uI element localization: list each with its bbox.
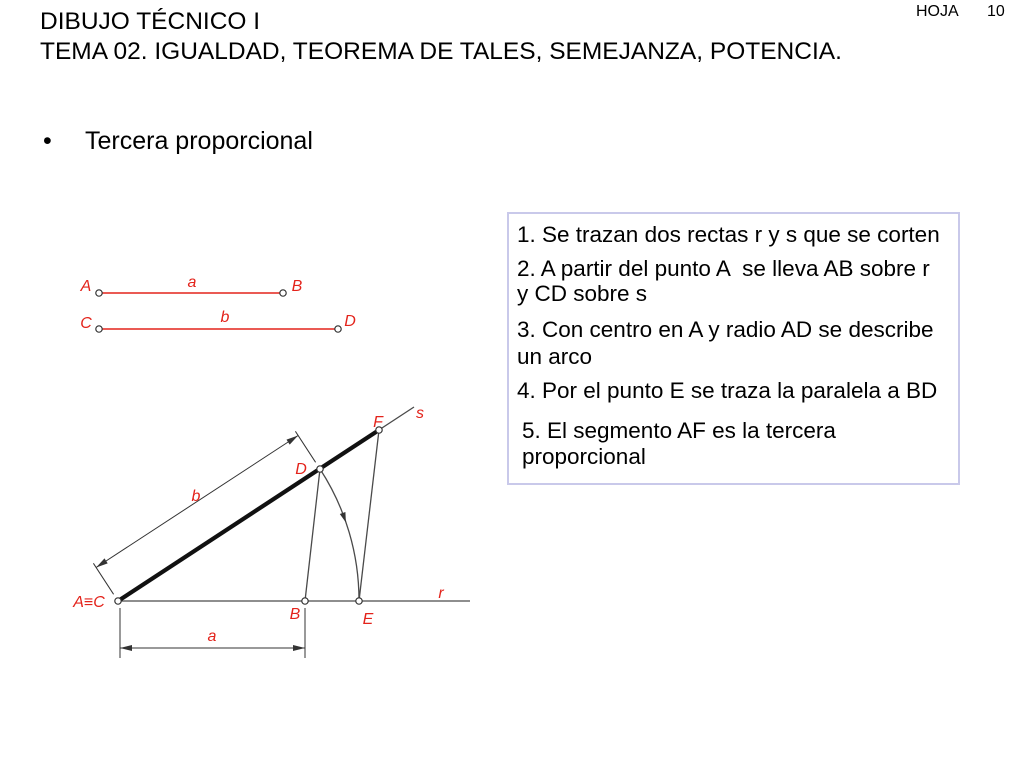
line-r-label: r [438, 585, 444, 602]
given-point-d-label: D [344, 313, 356, 330]
sheet-number: 10 [987, 3, 1005, 20]
dimension-b-extension-start [93, 563, 113, 594]
result-segment-af [118, 430, 379, 601]
line-s-label: s [416, 405, 424, 422]
dimension-b-arrow-end [287, 436, 299, 445]
given-point-c-label: C [80, 315, 92, 332]
point-d-label: D [295, 461, 307, 478]
step-3-line-2: un arco [517, 344, 593, 369]
step-1-line-1: 1. Se trazan dos rectas r y s que se corten [517, 222, 940, 247]
point-d-marker [317, 466, 323, 472]
point-b-marker [302, 598, 308, 604]
course-title: DIBUJO TÉCNICO I [40, 8, 261, 35]
dimension-b-label: b [191, 488, 201, 505]
segment-bd [305, 469, 320, 601]
dimension-a-arrow-end [293, 645, 305, 651]
arc-d-to-e [320, 469, 359, 601]
given-point-d-marker [335, 326, 341, 332]
arc-arrowhead [340, 512, 346, 523]
topic-title: TEMA 02. IGUALDAD, TEOREMA DE TALES, SEMEJANZA, POTENCIA. [40, 38, 842, 65]
dimension-b-extension-end [295, 431, 315, 462]
section-title: Tercera proporcional [85, 127, 313, 155]
step-5-line-2: proporcional [522, 444, 646, 469]
sheet-label: HOJA [916, 3, 959, 20]
point-e-label: E [362, 611, 374, 628]
step-3-line-1: 3. Con centro en A y radio AD se describe [517, 317, 934, 342]
given-segment-a-label: a [187, 274, 197, 291]
step-2-line-1: 2. A partir del punto A se lleva AB sobre r [517, 256, 930, 281]
given-point-b-label: B [291, 278, 303, 295]
dimension-a-label: a [207, 628, 217, 645]
given-point-a-label: A [80, 278, 92, 295]
dimension-a-arrow-start [120, 645, 132, 651]
given-segment-b-label: b [220, 309, 230, 326]
point-a-marker [115, 598, 121, 604]
point-f-label: F [373, 414, 383, 431]
given-point-c-marker [96, 326, 102, 332]
parallel-ef [359, 430, 379, 601]
step-4-line-1: 4. Por el punto E se traza la paralela a BD [517, 378, 938, 403]
step-2-line-2: y CD sobre s [517, 281, 648, 306]
dimension-b-arrow-start [96, 558, 108, 567]
point-e-marker [356, 598, 362, 604]
section-bullet: • [43, 127, 52, 155]
point-b-label: B [289, 606, 301, 623]
given-point-a-marker [96, 290, 102, 296]
given-point-b-marker [280, 290, 286, 296]
step-5-line-1: 5. El segmento AF es la tercera [522, 418, 836, 443]
point-ac-label: A≡C [73, 594, 105, 611]
